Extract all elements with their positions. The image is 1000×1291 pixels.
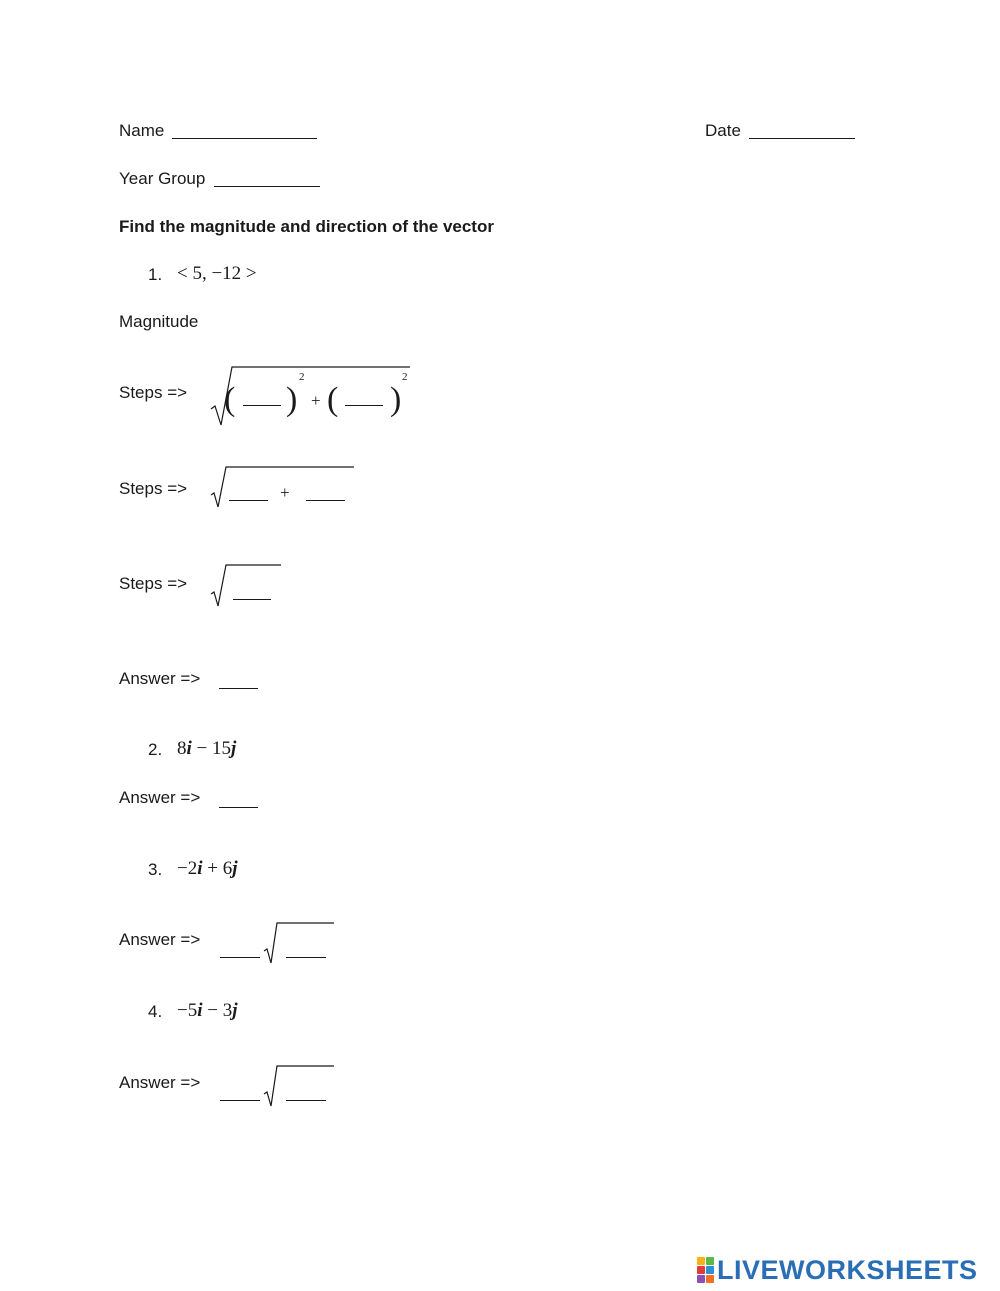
- j-term: − 15: [196, 738, 231, 759]
- j-term: − 3: [207, 1000, 233, 1021]
- unit-vector-j: j: [231, 738, 237, 759]
- blank-input[interactable]: [306, 496, 345, 501]
- unit-vector-i: i: [197, 858, 203, 879]
- i-coefficient: −5: [177, 1000, 198, 1021]
- answer-label: Answer =>: [119, 1073, 201, 1092]
- steps-label: Steps =>: [119, 574, 188, 593]
- vector-expression: < 5, −12 >: [177, 263, 257, 284]
- answer-coefficient-input[interactable]: [220, 953, 260, 958]
- name-label: Name: [119, 121, 165, 140]
- exponent: 2: [299, 371, 305, 383]
- unit-vector-i: i: [197, 1000, 203, 1021]
- close-paren: ): [390, 381, 402, 418]
- instructions-heading: Find the magnitude and direction of the vector: [119, 217, 494, 236]
- logo-mark-icon: [697, 1257, 714, 1283]
- blank-input[interactable]: [229, 496, 268, 501]
- question-number: 2.: [148, 740, 163, 759]
- blank-input[interactable]: [243, 401, 281, 406]
- answer-label: Answer =>: [119, 669, 201, 688]
- unit-vector-i: i: [186, 738, 192, 759]
- question-number: 4.: [148, 1002, 163, 1021]
- logo-text: LIVEWORKSHEETS: [717, 1255, 978, 1285]
- year-group-field[interactable]: [214, 182, 320, 187]
- i-coefficient: 8: [177, 738, 187, 759]
- question-number: 3.: [148, 860, 163, 879]
- answer-input[interactable]: [219, 803, 258, 808]
- exponent: 2: [402, 371, 408, 383]
- question-number: 1.: [148, 265, 163, 284]
- answer-radicand-input[interactable]: [286, 953, 326, 958]
- unit-vector-j: j: [232, 858, 238, 879]
- magnitude-label: Magnitude: [119, 312, 199, 331]
- unit-vector-j: j: [232, 1000, 238, 1021]
- liveworksheets-logo: [697, 1255, 978, 1285]
- open-paren: (: [327, 381, 339, 418]
- blank-input[interactable]: [233, 595, 271, 600]
- steps-label: Steps =>: [119, 479, 188, 498]
- plus-sign: +: [280, 483, 290, 502]
- i-coefficient: −2: [177, 858, 198, 879]
- year-group-label: Year Group: [119, 169, 206, 188]
- answer-radicand-input[interactable]: [286, 1096, 326, 1101]
- date-field[interactable]: [749, 134, 855, 139]
- answer-coefficient-input[interactable]: [220, 1096, 260, 1101]
- name-field[interactable]: [172, 134, 317, 139]
- answer-label: Answer =>: [119, 930, 201, 949]
- steps-label: Steps =>: [119, 383, 188, 402]
- square-root-icon: [209, 563, 284, 609]
- vector-expression: [177, 1000, 238, 1022]
- answer-input[interactable]: [219, 684, 258, 689]
- blank-input[interactable]: [345, 401, 383, 406]
- square-root-icon: [262, 921, 337, 966]
- plus-sign: +: [311, 391, 321, 410]
- j-term: + 6: [207, 858, 233, 879]
- open-paren: (: [224, 381, 236, 418]
- vector-expression: [177, 858, 238, 880]
- close-paren: ): [286, 381, 298, 418]
- date-label: Date: [705, 121, 741, 140]
- vector-expression: [177, 738, 236, 760]
- answer-label: Answer =>: [119, 788, 201, 807]
- square-root-icon: [262, 1064, 337, 1109]
